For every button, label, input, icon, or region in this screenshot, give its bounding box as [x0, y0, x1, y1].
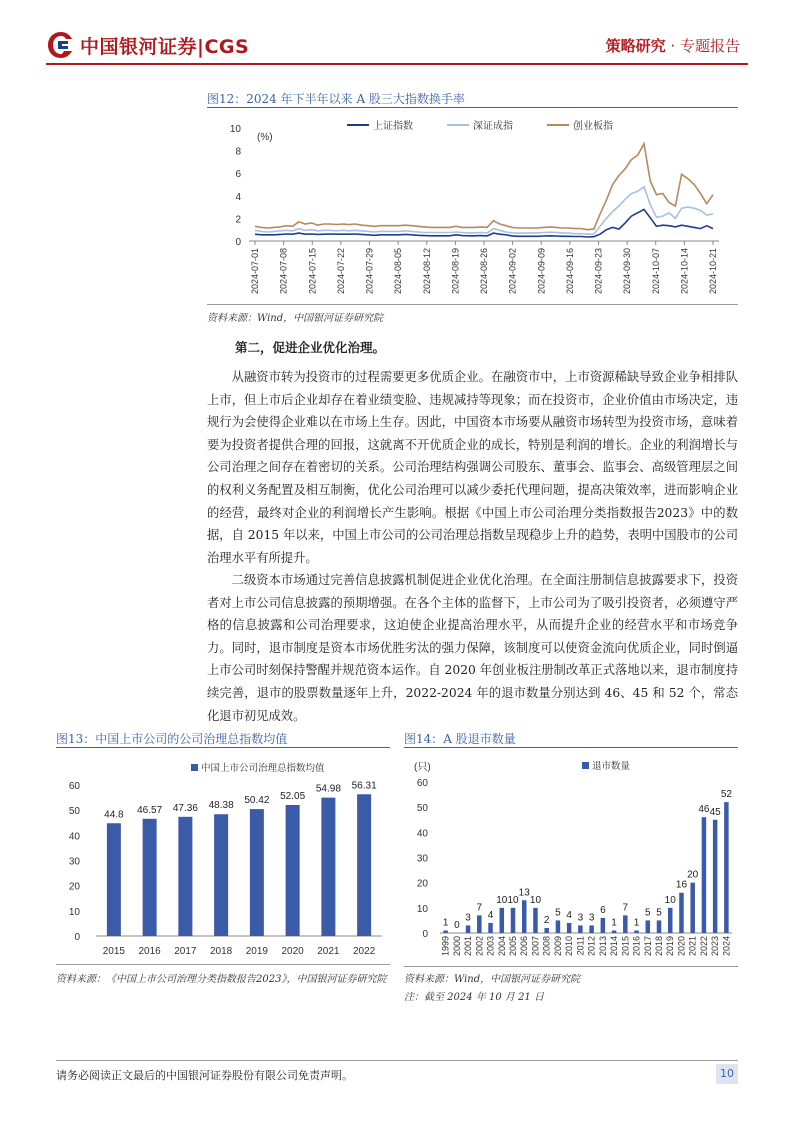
bar-value-label: 47.36 [172, 802, 198, 814]
x-tick-label: 2014 [609, 936, 620, 957]
bar-value-label: 52 [720, 789, 732, 801]
turnover-line-chart [207, 108, 738, 303]
footer-divider [56, 1060, 738, 1061]
paragraph-2: 二级资本市场通过完善信息披露机制促进企业优化治理。在全面注册制信息披露要求下，投资者对上市公司信息披露的预期增强。在各个主体的监督下，上市公司为了吸引投资者，必须遵守严格的信息披露和公司治理要求，这迫使企业提高治理水平，从而提升企业的经营水平和市场竞争力。同时，退市制度是资本市场优胜劣汰的强力保障，该制度可以使资金流向优质企业，同时倒逼上市公司时刻保持警醒并规范资本运作。自 2020 年创业板注册制改革正式落地以来，退市制度持续完善，退市的股票数量逐年上升，2022-2024 年的退市数量分别达到 46、45 和 52 个，常态化退市初见成效。 [207, 573, 738, 723]
y-tick-label: 50 [68, 806, 80, 818]
x-tick-label: 2024-09-16 [564, 248, 575, 295]
bar-2022 [702, 817, 707, 933]
legend-label: 创业板指 [573, 121, 613, 132]
x-tick-label: 2024-10-21 [708, 248, 718, 295]
y-tick-label: 8 [235, 146, 241, 158]
figure13-bottom-rule [56, 964, 390, 965]
figure12-source: 资料来源：Wind，中国银河证券研究院 [207, 313, 384, 324]
bar-2021 [690, 883, 695, 933]
x-tick-label: 2003 [485, 936, 496, 957]
company-logo-text: 中国银河证券|CGS [80, 36, 250, 58]
x-tick-label: 2017 [174, 946, 197, 957]
y-tick-label: 20 [416, 878, 428, 890]
x-tick-label: 2004 [496, 936, 507, 957]
x-tick-label: 2020 [676, 936, 687, 957]
figure12-title: 图12：2024 年下半年以来 A 股三大指数换手率 [207, 92, 465, 106]
x-tick-label: 2019 [245, 946, 268, 957]
x-tick-label: 2024-10-07 [650, 248, 661, 295]
paragraph-1: 从融资市转为投资市的过程需要更多优质企业。在融资市中，上市资源稀缺导致企业争相排队上市，但上市后企业却存在着业绩变脸、违规减持等现象；而在投资市，企业价值由市场决定，违规行为会使得企业难以在市场上生存。因此，中国资本市场要从融资市场转型为投资市场，意味着要为投资者提供合理的回报，这就离不开优质企业的成长，特别是利润的增长。企业的利润增长与公司治理之间存在着密切的关系。公司治理结构强调公司股东、董事会、监事会、高级管理层之间的权利义务配置及相互制衡，优化公司治理可以减少委托代理问题，提高决策效率，进而影响企业的经营，最终对企业的利润增长产生影响。根据《中国上市公司治理分类指数报告2023》中的数据，自 2015 年以来，中国上市公司的公司治理总指数呈现稳步上升的趋势，表明中国股市的公司治理水平有所提升。 [207, 370, 738, 565]
x-tick-label: 2024-09-30 [622, 248, 633, 295]
bar-value-label: 3 [465, 912, 471, 924]
legend-label: 深证成指 [473, 121, 513, 132]
x-tick-label: 2015 [102, 946, 125, 957]
x-tick-label: 2017 [642, 936, 653, 957]
bar-value-label: 5 [555, 907, 561, 919]
bar-2004 [500, 908, 505, 933]
y-tick-label: 60 [68, 781, 80, 792]
x-tick-label: 2024-09-02 [507, 248, 518, 295]
bar-2019 [250, 809, 264, 936]
bar-value-label: 10 [496, 894, 508, 906]
bar-2013 [601, 918, 606, 933]
y-tick-label: 4 [235, 191, 241, 203]
bar-value-label: 45 [709, 806, 721, 818]
bar-2005 [511, 908, 516, 933]
bar-value-label: 6 [600, 904, 606, 916]
y-axis-unit-label: (只) [414, 762, 431, 773]
x-tick-label: 2024 [721, 936, 732, 957]
bar-2022 [357, 794, 371, 936]
bar-value-label: 54.98 [315, 783, 341, 795]
y-tick-label: 10 [416, 903, 428, 915]
bar-2021 [321, 798, 335, 936]
figure14-source: 资料来源：Wind，中国银河证券研究院 [404, 974, 581, 985]
figure14-note: 注：截至 2024 年 10 月 21 日 [404, 992, 544, 1003]
bar-value-label: 44.8 [104, 809, 124, 821]
bar-2016 [143, 819, 157, 936]
bar-1999 [443, 930, 448, 933]
legend-label: 上证指数 [373, 121, 413, 132]
legend-swatch [191, 764, 198, 771]
bar-value-label: 10 [664, 894, 676, 906]
x-tick-label: 2016 [631, 936, 642, 957]
bar-2018 [214, 814, 228, 936]
y-tick-label: 6 [235, 169, 241, 181]
bar-value-label: 0 [454, 920, 460, 931]
bar-2008 [544, 928, 549, 933]
footer-disclaimer: 请务必阅读正文最后的中国银河证券股份有限公司免责声明。 [56, 1069, 353, 1082]
x-tick-label: 2024-07-22 [335, 248, 346, 295]
delisting-bar-chart [404, 750, 738, 964]
x-tick-label: 2024-08-05 [393, 248, 404, 295]
bar-value-label: 46.57 [137, 804, 163, 816]
x-tick-label: 2024-07-08 [278, 248, 289, 295]
bar-value-label: 10 [507, 894, 519, 906]
x-tick-label: 2001 [463, 936, 474, 957]
bar-2009 [556, 920, 561, 933]
bar-value-label: 3 [577, 912, 584, 924]
bar-2014 [612, 930, 617, 933]
bar-value-label: 13 [518, 887, 530, 899]
bar-value-label: 7 [476, 902, 483, 914]
bar-2023 [713, 820, 718, 933]
y-tick-label: 40 [68, 831, 80, 843]
legend-label: 退市数量 [592, 761, 631, 772]
x-tick-label: 2024-07-29 [364, 248, 375, 295]
x-tick-label: 2021 [687, 936, 698, 957]
bar-2015 [623, 915, 628, 933]
x-tick-label: 2024-08-12 [421, 248, 432, 295]
report-type-label: 专题报告 [679, 37, 740, 55]
category-separator: · [670, 37, 676, 55]
x-tick-label: 2024-10-14 [679, 248, 690, 295]
legend-label: 中国上市公司治理总指数均值 [201, 763, 325, 774]
bar-value-label: 48.38 [208, 800, 234, 812]
x-tick-label: 2018 [210, 946, 233, 957]
bar-2020 [286, 805, 300, 936]
bar-value-label: 20 [687, 869, 699, 881]
y-tick-label: 50 [416, 803, 428, 815]
bar-2018 [657, 920, 662, 933]
x-tick-label: 2000 [451, 936, 462, 957]
bar-value-label: 5 [644, 907, 651, 919]
x-tick-label: 2016 [138, 946, 161, 957]
figure13-title-rule [56, 747, 390, 748]
bar-2015 [107, 823, 121, 936]
x-tick-label: 2013 [597, 936, 608, 957]
bar-value-label: 46 [698, 804, 710, 816]
bar-value-label: 1 [442, 917, 449, 929]
bar-value-label: 4 [566, 909, 572, 921]
bar-value-label: 4 [487, 909, 494, 921]
x-tick-label: 2023 [710, 936, 721, 957]
figure14-title: 图14：A 股退市数量 [404, 732, 516, 746]
x-tick-label: 2019 [665, 936, 676, 957]
bar-2016 [634, 930, 639, 933]
section-heading: 第二，促进企业优化治理。 [235, 340, 386, 355]
category-label: 策略研究 [605, 37, 666, 55]
bar-value-label: 3 [588, 912, 595, 924]
y-tick-label: 10 [229, 124, 241, 135]
x-tick-label: 2024-09-09 [536, 248, 547, 295]
bar-2020 [679, 893, 684, 933]
bar-value-label: 10 [529, 894, 542, 906]
cgs-logo-icon [46, 30, 76, 60]
x-tick-label: 2005 [508, 936, 518, 957]
x-tick-label: 2012 [586, 936, 597, 957]
y-tick-label: 0 [74, 932, 80, 943]
bar-value-label: 16 [675, 879, 688, 891]
bar-2019 [668, 908, 673, 933]
bar-value-label: 5 [656, 907, 662, 919]
bar-2007 [533, 908, 538, 933]
bar-2017 [646, 920, 651, 933]
x-tick-label: 2024-08-19 [450, 248, 461, 295]
x-tick-label: 2011 [575, 936, 586, 956]
x-tick-label: 2024-08-26 [479, 248, 489, 295]
bar-value-label: 7 [622, 902, 629, 914]
header-divider [46, 63, 748, 65]
bar-value-label: 1 [611, 917, 617, 929]
bar-value-label: 2 [543, 914, 550, 926]
bar-value-label: 50.42 [244, 795, 270, 807]
x-tick-label: 2008 [541, 936, 552, 957]
bar-2011 [578, 925, 583, 933]
page-number: 10 [716, 1064, 738, 1084]
x-tick-label: 2018 [654, 936, 664, 957]
x-tick-label: 2024-07-01 [250, 248, 260, 295]
bar-2010 [567, 923, 572, 933]
bar-2012 [589, 925, 594, 933]
governance-bar-chart [56, 750, 390, 962]
bar-2006 [522, 900, 527, 933]
y-tick-label: 30 [416, 853, 428, 865]
x-tick-label: 2006 [519, 936, 530, 957]
bar-value-label: 56.31 [351, 780, 377, 792]
y-tick-label: 30 [68, 856, 80, 868]
figure13-title: 图13：中国上市公司的公司治理总指数均值 [56, 732, 288, 746]
y-tick-label: 10 [68, 906, 80, 918]
y-tick-label: 40 [416, 828, 428, 840]
bar-2002 [477, 915, 482, 933]
legend-swatch [582, 762, 589, 769]
x-tick-label: 2022 [698, 936, 709, 957]
x-tick-label: 2015 [620, 936, 631, 957]
figure14-title-rule [404, 747, 738, 748]
figure12-bottom-rule [207, 304, 738, 305]
figure13-source: 资料来源：《中国上市公司治理分类指数报告2023》，中国银河证券研究院 [56, 974, 387, 985]
x-tick-label: 2022 [353, 946, 376, 957]
y-tick-label: 0 [422, 929, 428, 940]
x-tick-label: 1999 [440, 936, 451, 957]
bar-2017 [178, 817, 192, 936]
x-tick-label: 2002 [474, 936, 485, 957]
bar-2024 [724, 802, 729, 933]
figure14-bottom-rule [404, 966, 738, 967]
bar-2003 [488, 923, 493, 933]
y-axis-unit-label: (%) [257, 132, 273, 143]
x-tick-label: 2024-09-23 [593, 248, 604, 295]
x-tick-label: 2010 [564, 936, 575, 957]
bar-2001 [466, 925, 470, 933]
x-tick-label: 2020 [281, 946, 304, 957]
y-tick-label: 20 [68, 881, 80, 893]
x-tick-label: 2009 [552, 936, 563, 957]
y-tick-label: 0 [235, 237, 241, 248]
y-tick-label: 60 [416, 778, 428, 789]
x-tick-label: 2021 [317, 946, 340, 957]
x-tick-label: 2007 [530, 936, 541, 957]
report-category [606, 35, 740, 56]
x-tick-label: 2024-07-15 [307, 248, 318, 295]
bar-value-label: 1 [633, 917, 640, 929]
y-tick-label: 2 [235, 214, 241, 226]
bar-value-label: 52.05 [280, 791, 306, 803]
